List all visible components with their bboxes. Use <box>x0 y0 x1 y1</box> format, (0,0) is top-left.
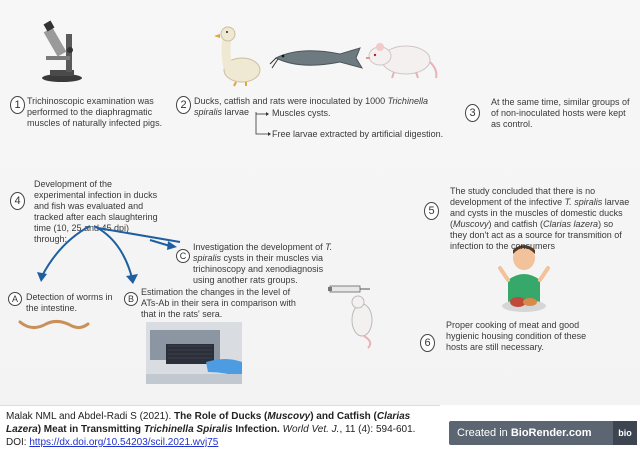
step-5-text <box>450 186 630 252</box>
duck-illustration <box>214 24 262 86</box>
biorender-logo-icon: bio <box>613 421 637 445</box>
item-c-text-tail: cysts in their muscles via trichinoscopy and xenodiagnosis using another rats groups. <box>193 253 324 285</box>
badge-brand: BioRender.com <box>510 427 592 439</box>
step-2-branch-arrows <box>252 112 272 138</box>
item-b-badge: B <box>124 292 138 306</box>
catfish-illustration <box>270 44 364 72</box>
step-2-species: Trichinella spiralis <box>194 96 428 117</box>
item-c-text <box>193 242 343 286</box>
arrow-to-c <box>150 238 180 252</box>
step-5-duck-name: Muscovy <box>453 219 489 229</box>
citation-title-em3: Trichinella Spiralis <box>143 424 233 435</box>
step-6-text: Proper cooking of meat and good hygienic housing condition of these hosts are still necessary. <box>446 320 587 352</box>
step-5-text-part2: larvae and cysts in the muscles of domestic ducks ( <box>450 197 630 229</box>
branch-arrows <box>30 222 150 288</box>
badge-prefix: Created in <box>457 427 511 439</box>
rat-illustration <box>364 36 440 80</box>
elisa-plate-illustration <box>146 322 242 384</box>
step-5-text-part3: ) and catfish ( <box>488 219 544 229</box>
step-6-badge: 6 <box>420 334 435 352</box>
step-3-badge: 3 <box>465 104 480 122</box>
biorender-badge[interactable] <box>449 421 637 445</box>
item-a-badge: A <box>8 292 22 306</box>
citation-title-em2: Clarias Lazera <box>6 411 411 435</box>
citation-doi-link[interactable]: https://dx.doi.org/10.54203/scil.2021.wvj75 <box>29 437 219 448</box>
microscope-illustration <box>36 20 88 82</box>
worm-illustration <box>18 314 90 334</box>
item-c-species: T. spiralis <box>193 242 333 263</box>
step-1-text: Trichinoscopic examination was performed to the diaphragmatic muscles of naturally infected pigs. <box>27 96 163 128</box>
step-5-text-part1: The study concluded that there is no development of the infective <box>450 186 596 207</box>
step-5-text-part4: ) so they don't act as a source for transmition of infection to the consumers <box>450 219 622 251</box>
citation-title-em1: Muscovy <box>267 411 311 422</box>
step-1-badge: 1 <box>10 96 25 114</box>
item-b-text: Estimation the changes in the level of ATs-Ab in their sera in comparison with that in the rats' sera. <box>141 287 296 319</box>
step-5-badge: 5 <box>424 202 439 220</box>
citation-title-2: ) and Catfish ( <box>310 411 377 422</box>
item-c-badge: C <box>176 249 190 263</box>
step-2-branch-free-larvae: Free larvae extracted by artificial digestion. <box>272 129 444 139</box>
step-4-badge: 4 <box>10 192 25 210</box>
step-5-species: T. spiralis <box>564 197 603 207</box>
step-2-badge: 2 <box>176 96 191 114</box>
citation-title-4: Infection. <box>232 424 280 435</box>
citation-journal: World Vet. J. <box>279 424 340 435</box>
step-2-text-main: Ducks, catfish and rats were inoculated by 1000 <box>194 96 388 106</box>
step-3-text: At the same time, similar groups of of non-inoculated hosts were kept as control. <box>491 97 630 129</box>
syringe-rat-illustration <box>328 280 382 350</box>
citation-title-3: ) Meat in Transmitting <box>37 424 144 435</box>
step-5-catfish-name: Clarias lazera <box>543 219 599 229</box>
citation-volume: , 11 (4): 594-601. DOI: <box>6 424 416 448</box>
step-4-text: Development of the experimental infection in ducks and fish was evaluated and tracked after each slaughtering time (10, 25 and 45 dpi) through: <box>34 179 158 244</box>
item-c-text-main: Investigation the development of <box>193 242 326 252</box>
step-2-text-tail: larvae <box>222 107 250 117</box>
citation <box>0 405 440 468</box>
step-2-branch-muscle-cysts: Muscles cysts. <box>272 108 331 118</box>
item-a-text: Detection of worms in the intestine. <box>26 292 113 313</box>
citation-title-1: The Role of Ducks ( <box>174 411 268 422</box>
citation-authors: Malak NML and Abdel-Radi S (2021). <box>6 411 175 422</box>
